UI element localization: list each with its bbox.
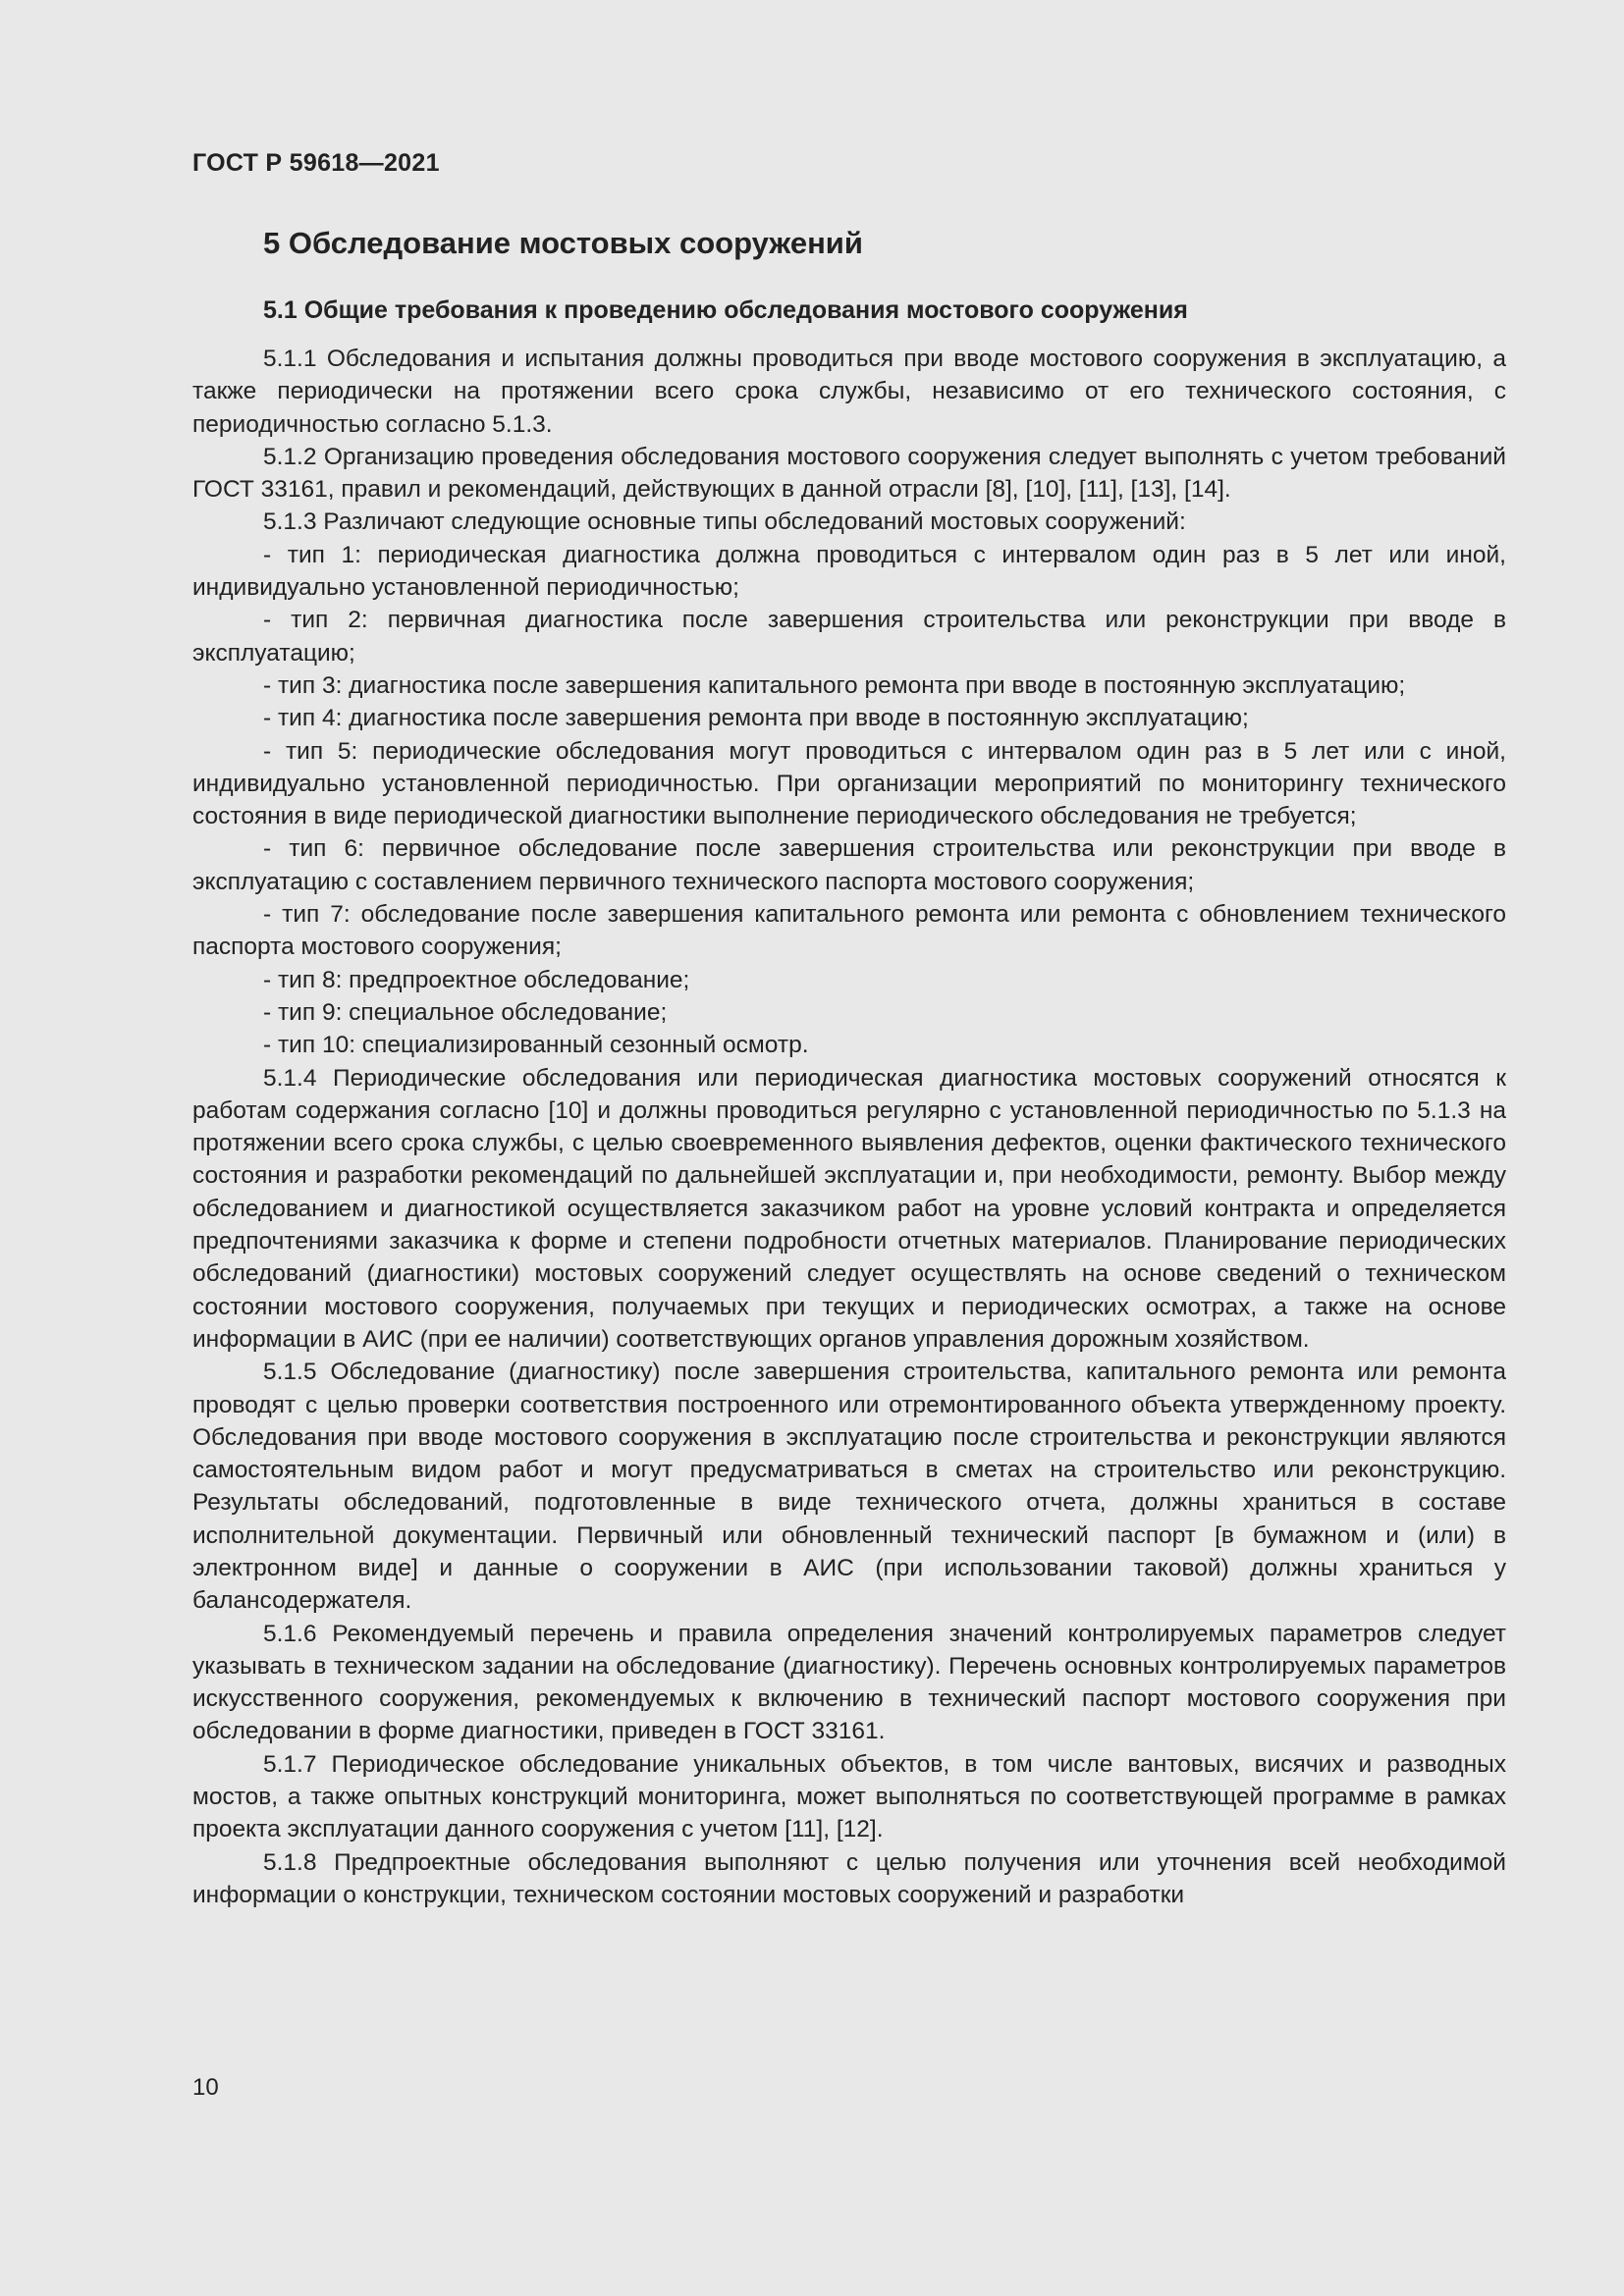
paragraph-5-1-6: 5.1.6 Рекомендуемый перечень и правила определения значений контролируемых параметров следует указывать в техническом задании на обследование (диагностику). Перечень основных контролируемых параметров искусственного сооружения, рекомендуемых к включению в технический паспорт мостового сооружения при обследовании в форме диагностики, приведен в ГОСТ 33161. (192, 1620, 1506, 1745)
section-title: 5 Обследование мостовых сооружений (263, 226, 863, 260)
list-item-type-6: - тип 6: первичное обследование после завершения строительства или реконструкции при вводе в эксплуатацию с составлением первичного технического паспорта мостового сооружения; (192, 835, 1506, 895)
document-header-standard-id: ГОСТ Р 59618—2021 (192, 149, 440, 177)
list-item-type-3: - тип 3: диагностика после завершения капитального ремонта при вводе в постоянную эксплуатацию; (263, 671, 1406, 699)
paragraph-5-1-4: 5.1.4 Периодические обследования или периодическая диагностика мостовых сооружений относятся к работам содержания согласно [10] и должны проводиться регулярно с установленной периодичностью по 5.1.3 на протяжении всего срока службы, с целью своевременного выявления дефектов, оценки фактического технического состояния и разработки рекомендаций по дальнейшей эксплуатации и, при необходимости, ремонту. Выбор между обследованием и диагностикой осуществляется заказчиком работ на уровне условий контракта и определяется предпочтениями заказчика к форме и степени подробности отчетных материалов. Планирование периодических обследований (диагностики) мостовых сооружений следует осуществлять на основе сведений о техническом состоянии мостового сооружения, получаемых при текущих и периодических осмотрах, а также на основе информации в АИС (при ее наличии) соответствующих органов управления дорожным хозяйством. (192, 1064, 1506, 1353)
list-item-type-5: - тип 5: периодические обследования могут проводиться с интервалом один раз в 5 лет или с иной, индивидуально установленной периодичностью. При организации мероприятий по мониторингу технического состояния в виде периодической диагностики выполнение периодического обследования не требуется; (192, 737, 1506, 830)
page-number: 10 (192, 2074, 219, 2101)
list-item-type-7: - тип 7: обследование после завершения капитального ремонта или ремонта с обновлением технического паспорта мостового сооружения; (192, 901, 1506, 961)
list-item-type-10: - тип 10: специализированный сезонный осмотр. (263, 1032, 809, 1059)
paragraph-5-1-5: 5.1.5 Обследование (диагностику) после завершения строительства, капитального ремонта или ремонта проводят с целью проверки соответствия построенного или отремонтированного объекта утвержденному проекту. Обследования при вводе мостового сооружения в эксплуатацию после строительства и реконструкции являются самостоятельным видом работ и могут предусматриваться в сметах на строительство или реконструкцию. Результаты обследований, подготовленные в виде технического отчета, должны храниться в составе исполнительной документации. Первичный или обновленный технический паспорт [в бумажном и (или) в электронном виде] и данные о сооружении в АИС (при использовании таковой) должны храниться у балансодержателя. (192, 1359, 1506, 1615)
paragraph-5-1-1: 5.1.1 Обследования и испытания должны проводиться при вводе мостового сооружения в эксплуатацию, а также периодически на протяжении всего срока службы, независимо от его технического состояния, с периодичностью согласно 5.1.3. (192, 346, 1506, 438)
list-item-type-1: - тип 1: периодическая диагностика должна проводиться с интервалом один раз в 5 лет или иной, индивидуально установленной периодичностью; (192, 541, 1506, 602)
paragraph-5-1-2: 5.1.2 Организацию проведения обследования мостового сооружения следует выполнять с учетом требований ГОСТ 33161, правил и рекомендаций, действующих в данной отрасли [8], [10], [11], [13], [14]. (192, 443, 1506, 504)
list-item-type-4: - тип 4: диагностика после завершения ремонта при вводе в постоянную эксплуатацию; (263, 705, 1249, 732)
list-item-type-9: - тип 9: специальное обследование; (263, 998, 668, 1026)
paragraph-5-1-8: 5.1.8 Предпроектные обследования выполняют с целью получения или уточнения всей необходимой информации о конструкции, техническом состоянии мостовых сооружений и разработки (192, 1848, 1506, 1908)
list-item-type-8: - тип 8: предпроектное обследование; (263, 966, 690, 993)
document-body (192, 343, 1506, 1911)
list-item-type-2: - тип 2: первичная диагностика после завершения строительства или реконструкции при вводе в эксплуатацию; (192, 607, 1506, 667)
subsection-title: 5.1 Общие требования к проведению обследования мостового сооружения (263, 296, 1188, 324)
paragraph-5-1-3: 5.1.3 Различают следующие основные типы обследований мостовых сооружений: (263, 508, 1186, 536)
paragraph-5-1-7: 5.1.7 Периодическое обследование уникальных объектов, в том числе вантовых, висячих и разводных мостов, а также опытных конструкций мониторинга, может выполняться по соответствующей программе в рамках проекта эксплуатации данного сооружения с учетом [11], [12]. (192, 1750, 1506, 1843)
